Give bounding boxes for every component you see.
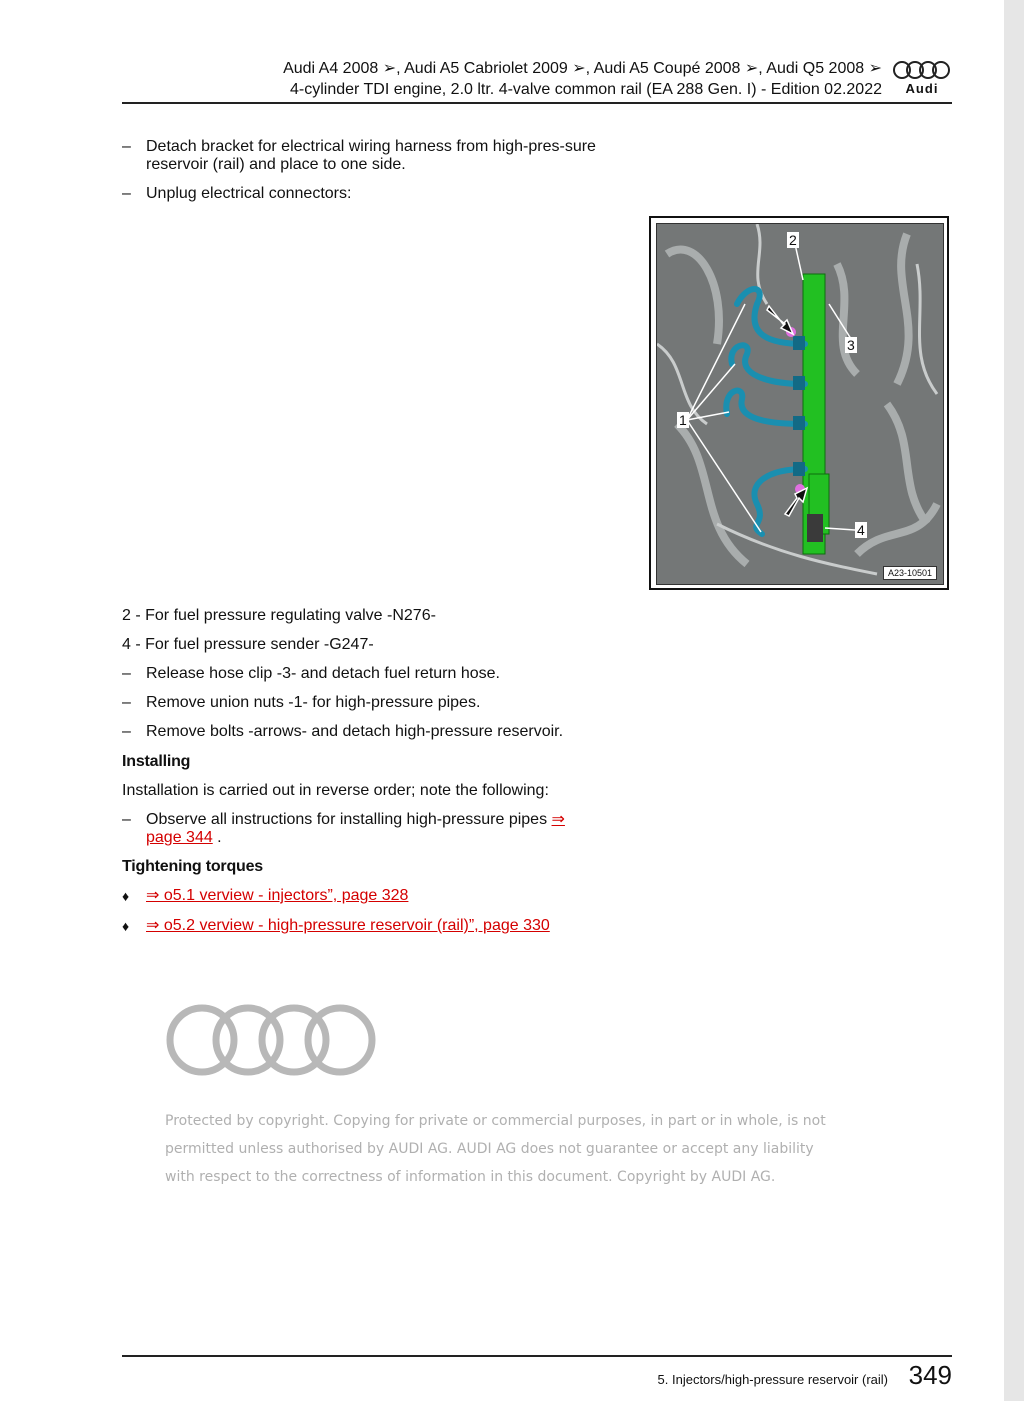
step-text: [146, 811, 606, 847]
step-marker: –: [122, 694, 131, 711]
link-page-344[interactable]: page 344: [146, 829, 213, 846]
audi-rings-watermark-icon: [165, 1002, 379, 1078]
copyright-line: with respect to the correctness of information in this document. Copyright by AUDI AG.: [165, 1169, 776, 1185]
page-header: [122, 58, 952, 104]
step-marker: –: [122, 723, 131, 740]
heading-installing: Installing: [122, 753, 191, 770]
callout-2: 2: [789, 232, 797, 248]
step-text: Unplug electrical connectors:: [146, 185, 352, 202]
header-rule: [122, 102, 952, 104]
step-remove-bolts: [122, 723, 612, 741]
audi-watermark-logo: [165, 1002, 379, 1083]
legend-item-4: [122, 636, 612, 654]
engine-illustration: [656, 223, 944, 585]
step-marker: –: [122, 665, 131, 682]
callout-1: 1: [679, 412, 687, 428]
copyright-line: permitted unless authorised by AUDI AG. AUDI AG does not guarantee or accept any liability: [165, 1141, 814, 1157]
page-number: 349: [908, 1360, 952, 1390]
step-text-main: Observe all instructions for installing high-pressure pipes: [146, 811, 548, 828]
step-text: Remove union nuts -1- for high-pressure pipes.: [146, 694, 481, 711]
engine-drawing: [657, 224, 943, 584]
header-models: Audi A4 2008 ➢, Audi A5 Cabriolet 2009 ➢, Audi A5 Coupé 2008 ➢, Audi Q5 2008 ➢: [283, 60, 882, 77]
step-text: Release hose clip -3- and detach fuel return hose.: [146, 665, 500, 682]
copyright-notice: [165, 1107, 865, 1191]
callout-4: 4: [857, 522, 865, 538]
diamond-bullet-icon: ♦: [122, 918, 130, 934]
diamond-bullet-icon: ♦: [122, 888, 130, 904]
step-release-hose-clip: [122, 665, 612, 683]
step-marker: –: [122, 138, 131, 155]
audi-rings-icon: [892, 60, 952, 80]
audi-logo-small: [892, 60, 952, 96]
torque-link-item-injectors: [122, 887, 612, 905]
step-marker: –: [122, 811, 131, 828]
header-engine: 4-cylinder TDI engine, 2.0 ltr. 4-valve common rail (EA 288 Gen. I) - Edition 02.2022: [290, 81, 882, 98]
step-marker: –: [122, 185, 131, 202]
torque-link-item-rail: [122, 917, 612, 935]
footer-section-title: 5. Injectors/high-pressure reservoir (rail): [657, 1372, 888, 1387]
step-remove-union-nuts: [122, 694, 612, 712]
heading-tightening-torques: Tightening torques: [122, 858, 263, 875]
legend-text: 4 - For fuel pressure sender -G247-: [122, 636, 374, 653]
step-unplug-connectors: [122, 185, 612, 203]
legend-text: 2 - For fuel pressure regulating valve -N276-: [122, 607, 436, 624]
callout-3: 3: [847, 337, 855, 353]
figure-code: A23-10501: [883, 566, 937, 580]
page-edge: [1004, 0, 1024, 1401]
audi-wordmark: Audi: [905, 81, 939, 96]
step-detach-bracket: [122, 138, 612, 174]
footer-rule: [122, 1355, 952, 1357]
legend-item-2: [122, 607, 612, 625]
link-overview-injectors[interactable]: ⇒ o5.1 verview - injectors”, page 328: [146, 887, 409, 904]
link-arrow[interactable]: ⇒: [551, 811, 565, 828]
engine-figure: [649, 216, 949, 590]
step-text: Remove bolts -arrows- and detach high-pressure reservoir.: [146, 723, 564, 740]
link-overview-rail[interactable]: ⇒ o5.2 verview - high-pressure reservoir (rail)”, page 330: [146, 917, 550, 934]
copyright-line: Protected by copyright. Copying for private or commercial purposes, in part or in whole, is not: [165, 1113, 826, 1129]
step-observe-instructions: [122, 811, 612, 847]
installing-intro: Installation is carried out in reverse order; note the following:: [122, 782, 549, 799]
step-text: Detach bracket for electrical wiring harness from high-pres-sure reservoir (rail) and place to one side.: [146, 138, 596, 173]
step-tail: .: [212, 829, 222, 846]
header-text: [283, 58, 882, 100]
